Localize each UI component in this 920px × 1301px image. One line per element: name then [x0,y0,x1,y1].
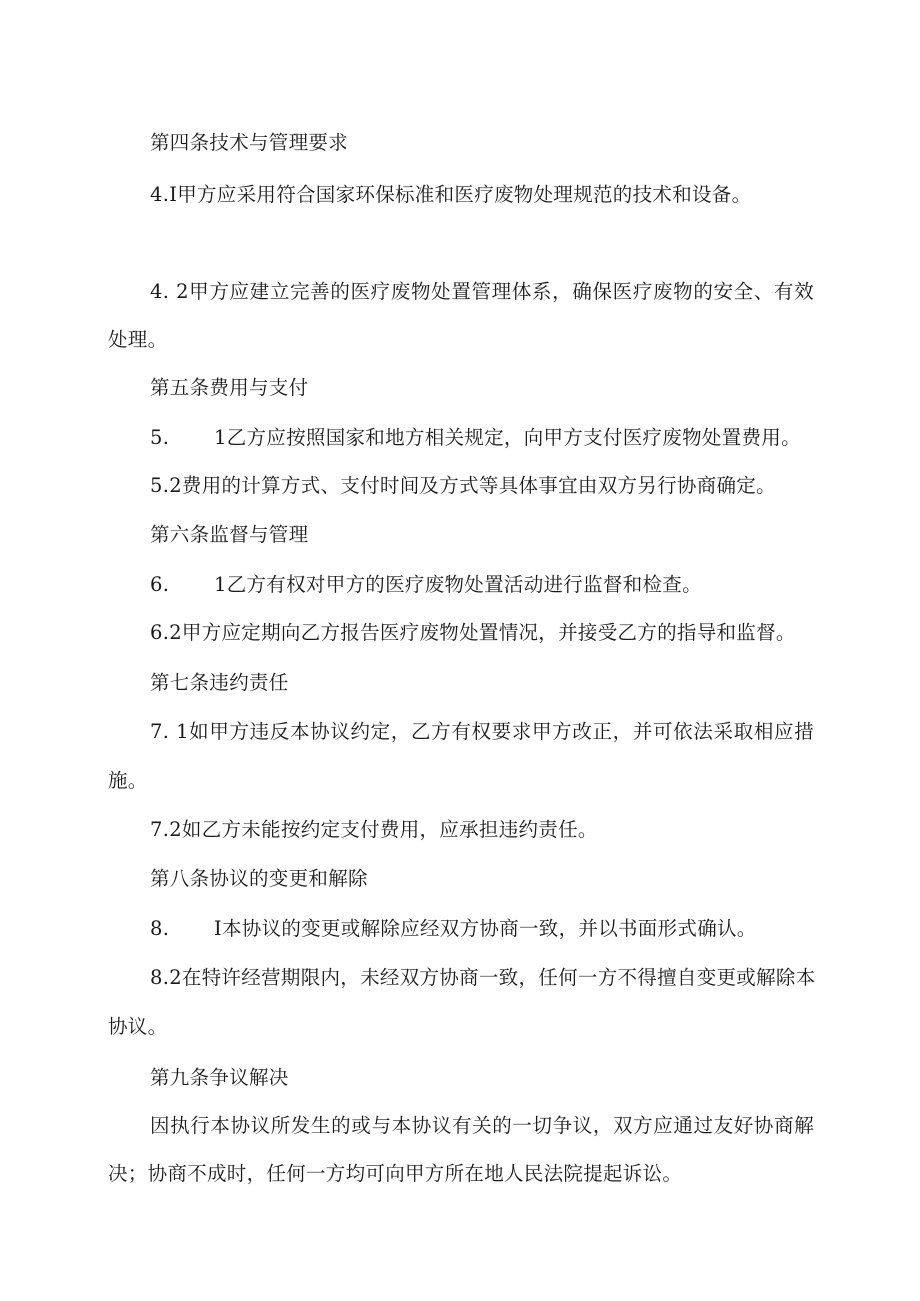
article-4-heading: 第四条技术与管理要求 [150,131,349,154]
clause-7-2: 7.2如乙方未能按约定支付费用，应承担违约责任。 [150,818,598,841]
article-9-heading: 第九条争议解决 [150,1066,289,1089]
clause-8-2-line-2: 协议。 [108,1015,168,1038]
article-7-heading: 第七条违约责任 [150,671,289,694]
clause-6-2: 6.2甲方应定期向乙方报告医疗废物处置情况，并接受乙方的指导和监督。 [150,621,796,644]
clause-4-2-line-1: 4. 2甲方应建立完善的医疗废物处置管理体系，确保医疗废物的安全、有效 [150,280,814,303]
article-9-text-line-2: 决；协商不成时，任何一方均可向甲方所在地人民法院提起诉讼。 [108,1162,683,1185]
clause-5-1-text: 1乙方应按照国家和地方相关规定，向甲方支付医疗废物处置费用。 [214,426,801,449]
clause-6-1-text: 1乙方有权对甲方的医疗废物处置活动进行监督和检查。 [214,573,702,596]
clause-4-2-line-2: 处理。 [108,328,168,351]
article-5-heading: 第五条费用与支付 [150,376,309,399]
clause-5-1-number: 5. [150,426,170,449]
clause-8-1-text: I本协议的变更或解除应经双方协商一致，并以书面形式确认。 [214,917,757,940]
clause-5-2: 5.2费用的计算方式、支付时间及方式等具体事宜由双方另行协商确定。 [150,474,776,497]
clause-4-1: 4.I甲方应采用符合国家环保标准和医疗废物处理规范的技术和设备。 [150,183,752,206]
clause-7-1-line-1: 7. 1如甲方违反本协议约定，乙方有权要求甲方改正，并可依法采取相应措 [150,720,814,743]
article-9-text-line-1: 因执行本协议所发生的或与本协议有关的一切争议，双方应通过友好协商解 [150,1114,814,1137]
clause-6-1-number: 6. [150,573,170,596]
clause-8-1 [150,916,757,942]
clause-7-1-line-2: 施。 [108,769,148,792]
article-6-heading: 第六条监督与管理 [150,523,309,546]
clause-8-2-line-1: 8.2在特许经营期限内，未经双方协商一致，任何一方不得擅自变更或解除本 [150,966,816,989]
clause-6-1 [150,572,702,598]
clause-8-1-number: 8. [150,917,170,940]
article-8-heading: 第八条协议的变更和解除 [150,867,368,890]
clause-5-1 [150,425,801,451]
